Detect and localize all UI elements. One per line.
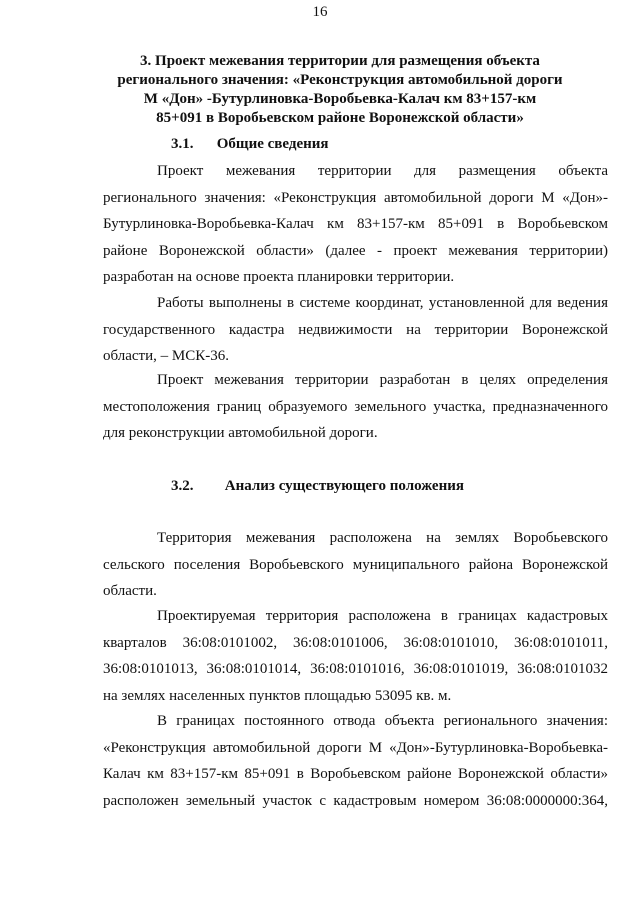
paragraph-line: Бутурлиновка-Воробьевка-Калач км 83+157-км 85+091 в Воробьевском [103,216,608,232]
title-line: 3. Проект межевания территории для размещения объекта [140,53,540,69]
paragraph-line: Калач км 83+157-км 85+091 в Воробьевском районе Воронежской области» [103,766,608,782]
paragraph-line: государственного кадастра недвижимости на территории Воронежской [103,321,608,338]
paragraph-line: кварталов 36:08:0101002, 36:08:0101006, 36:08:0101010, 36:08:0101011, [103,634,608,651]
paragraph-line: для реконструкции автомобильной дороги. [103,425,378,441]
paragraph-line: Проектируемая территория расположена в границах кадастровых [157,608,608,624]
title-line: регионального значения: «Реконструкция автомобильной дороги [117,72,563,88]
paragraph [103,603,608,709]
paragraph-line: Работы выполнены в системе координат, установленной для ведения [157,295,608,311]
paragraph-line: местоположения границ образуемого земельного участка, предназначенного [103,398,608,415]
paragraph-line: разработан на основе проекта планировки территории. [103,269,455,285]
document-title [110,52,570,128]
paragraph-line: расположен земельный участок с кадастровым номером 36:08:0000000:364, [103,792,608,809]
paragraph-line: В границах постоянного отвода объекта регионального значения: [157,713,608,729]
paragraph-line: Проект межевания территории разработан в целях определения [157,372,608,388]
paragraph-line: Проект межевания территории для размещения объекта [157,163,608,179]
paragraph-line: Территория межевания расположена на землях Воробьевского [157,530,608,546]
paragraph [103,158,608,291]
section-number: 3.1. [171,136,194,152]
paragraph-line: «Реконструкция автомобильной дороги М «Дон»-Бутурлиновка-Воробьевка- [103,739,608,756]
paragraph [103,290,608,370]
section-title: Общие сведения [216,136,329,152]
paragraph [103,367,608,447]
paragraph-line: регионального значения: «Реконструкция автомобильной дороги М «Дон»- [103,189,608,206]
section-title: Анализ существующего положения [224,478,464,494]
paragraph [103,708,608,814]
title-line: М «Дон» -Бутурлиновка-Воробьевка-Калач км 83+157-км [143,91,537,107]
paragraph-line: сельского поселения Воробьевского муниципального района Воронежской [103,556,608,573]
paragraph [103,525,608,605]
paragraph-line: области. [103,583,157,599]
title-line: 85+091 в Воробьевском районе Воронежской области» [156,110,524,126]
page-number: 16 [312,4,328,20]
section-heading-3-2 [171,478,464,495]
paragraph-line: на землях населенных пунктов площадью 53095 кв. м. [103,687,452,704]
paragraph-line: районе Воронежской области» (далее - проект межевания территории) [103,242,608,259]
paragraph-line: 36:08:0101013, 36:08:0101014, 36:08:0101016, 36:08:0101019, 36:08:0101032 [103,661,608,677]
section-heading-3-1 [171,136,329,153]
section-number: 3.2. [171,478,194,494]
paragraph-line: области, – МСК-36. [103,348,229,364]
